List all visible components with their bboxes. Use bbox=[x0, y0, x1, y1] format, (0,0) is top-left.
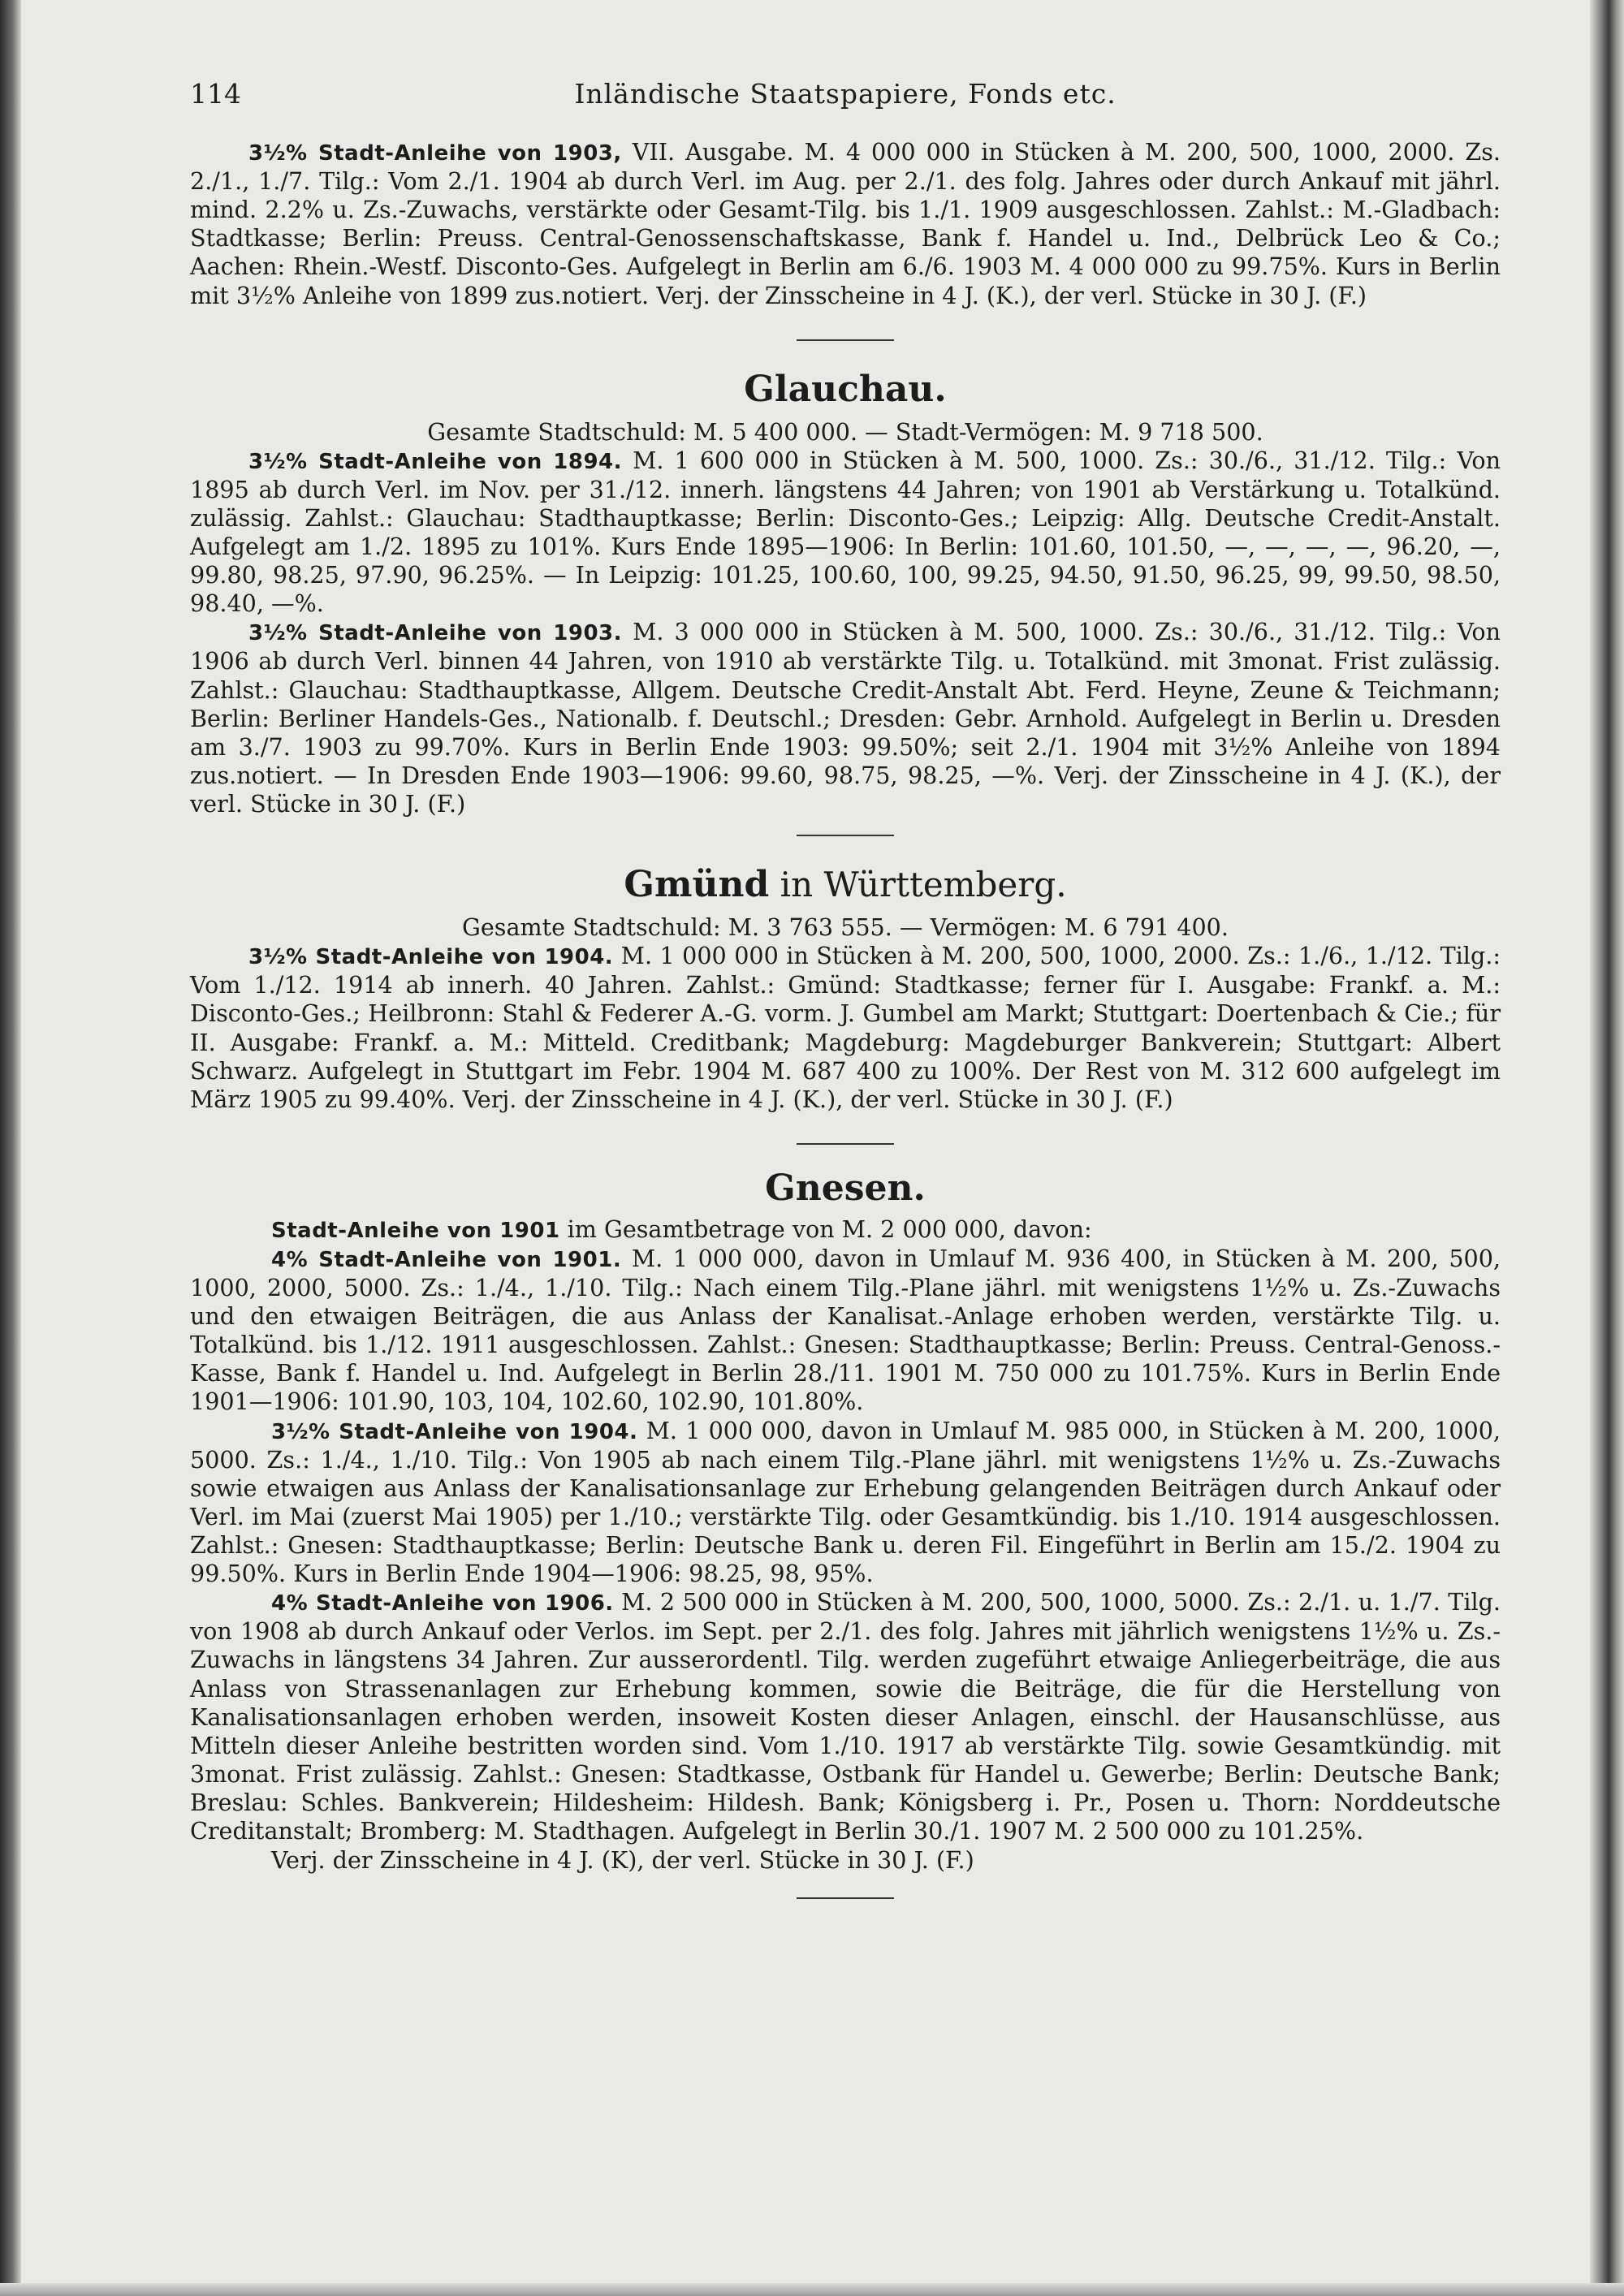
entry-text: M. 1 000 000, davon in Umlauf M. 985 000, in Stücken à M. 200, 1000, 5000. Zs.: 1./4., 1./10. Tilg.: Von 1905 ab nach einem Tilg.-Plane jährl. mit wenigstens 1½% u. Zs.-Zuwachs sowie etwaigen aus Anlass der Kanalisationsanlage zur Erhebung gelangenden Beiträgen durch Ankauf oder Verl. im Mai (zuerst Mai 1905) per 1./10.; verstärkte Tilg. oder Gesamtkündig. bis 1./10. 1914 ausgeschlossen. Zahlst.: Gnesen: Stadthauptkasse; Berlin: Deutsche Bank u. deren Fil. Eingeführt in Berlin am 15./2. 1904 zu 99.50%. Kurs in Berlin Ende 1904—1906: 98.25, 98, 95%. bbox=[190, 1416, 1501, 1588]
entry-text: M. 1 600 000 in Stücken à M. 500, 1000. Zs.: 30./6., 31./12. Tilg.: Von 1895 ab durch Verl. im Nov. per 31./12. innerh. längstens 44 Jahren; von 1901 ab Verstärkung u. Totalkünd. zulässig. Zahlst.: Glauchau: Stadthauptkasse; Berlin: Disconto-Ges.; Leipzig: Allg. Deutsche Credit-Anstalt. Aufgelegt am 1./2. 1895 zu 101%. Kurs Ende 1895—1906: In Berlin: 101.60, 101.50, —, —, —, —, 96.20, —, 99.80, 98.25, 97.90, 96.25%. — In Leipzig: 101.25, 100.60, 100, 99.25, 94.50, 91.50, 96.25, 99, 99.50, 98.50, 98.40, —%. bbox=[190, 446, 1501, 618]
closing-note: Verj. der Zinsscheine in 4 J. (K), der verl. Stücke in 30 J. (F.) bbox=[271, 1845, 974, 1874]
entry-text: M. 2 500 000 in Stücken à M. 200, 500, 1000, 5000. Zs.: 2./1. u. 1./7. Tilg. von 1908 ab durch Ankauf oder Verlos. im Sept. per 2./1. des folg. Jahres mit jährlich wenigstens 1½% u. Zs.-Zuwachs in längstens 34 Jahren. Zur ausserordentl. Tilg. werden zugeführt etwaige Anliegerbeiträge, die aus Anlass von Strassenanlagen zur Erhebung kommen, sowie die Beiträge, die für die Herstellung von Kanalisationsanlagen erhoben werden, insoweit Kosten dieser Anlagen, einschl. der Hausanschlüsse, aus Mitteln dieser Anleihe bestritten worden sind. Vom 1./10. 1917 ab verstärkte Tilg. sowie Gesamtkündig. mit 3monat. Frist zulässig. Zahlst.: Gnesen: Stadtkasse, Ostbank für Handel u. Gewerbe; Berlin: Deutsche Bank; Breslau: Schles. Bankverein; Hildesheim: Hildesh. Bank; Königsberg i. Pr., Posen u. Thorn: Norddeutsche Creditanstalt; Bromberg: M. Stadthagen. Aufgelegt in Berlin 30./1. 1907 M. 2 500 000 zu 101.25%. bbox=[190, 1588, 1501, 1845]
section-divider bbox=[797, 339, 894, 341]
entry-heading: 3½% Stadt-Anleihe von 1894. bbox=[248, 449, 623, 474]
section-title-glauchau: Glauchau. bbox=[744, 368, 947, 410]
entry-text: M. 1 000 000 in Stücken à M. 200, 500, 1000, 2000. Zs.: 1./6., 1./12. Tilg.: Vom 1./12. 1914 ab innerh. 40 Jahren. Zahlst.: Gmünd: Stadtkasse; ferner für I. Ausgabe: Frankf. a. M.: Disconto-Ges.; Heilbronn: Stahl & Federer A.-G. vorm. J. Gumbel am Markt; Stuttgart: Doertenbach & Cie.; für II. Ausgabe: Frankf. a. M.: Mitteld. Creditbank; Magdeburg: Magdeburger Bankverein; Stuttgart: Albert Schwarz. Aufgelegt in Stuttgart im Febr. 1904 M. 687 400 zu 100%. Der Rest von M. 312 600 aufgelegt im März 1905 zu 99.40%. Verj. der Zinsscheine in 4 J. (K.), der verl. Stücke in 30 J. (F.) bbox=[190, 942, 1501, 1113]
section-title-gnesen: Gnesen. bbox=[765, 1167, 926, 1210]
section-title-gmuend bbox=[190, 864, 1501, 907]
entry-text: VII. Ausgabe. M. 4 000 000 in Stücken à M. 200, 500, 1000, 2000. Zs. 2./1., 1./7. Tilg.: Vom 2./1. 1904 ab durch Verl. im Aug. per 2./1. des folg. Jahres oder durch Ankauf mit jährl. mind. 2.2% u. Zs.-Zuwachs, verstärkte oder Gesamt-Tilg. bis 1./1. 1909 ausgeschlossen. Zahlst.: M.-Gladbach: Stadtkasse; Berlin: Preuss. Central-Genossenschaftskasse, Bank f. Handel u. Ind., Delbrück Leo & Co.; Aachen: Rhein.-Westf. Disconto-Ges. Aufgelegt in Berlin am 6./6. 1903 M. 4 000 000 zu 99.75%. Kurs in Berlin mit 3½% Anleihe von 1899 zus.notiert. Verj. der Zinsscheine in 4 J. (K.), der verl. Stücke in 30 J. (F.) bbox=[190, 138, 1501, 309]
scan-edge-right bbox=[1590, 0, 1624, 2296]
section-divider bbox=[797, 835, 894, 836]
running-title: Inländische Staatspapiere, Fonds etc. bbox=[574, 78, 1116, 110]
entry-heading: 3½% Stadt-Anleihe von 1903. bbox=[248, 621, 623, 646]
section-title-main: Gmünd bbox=[624, 864, 770, 906]
page bbox=[190, 78, 1501, 1899]
bond-entry bbox=[190, 447, 1501, 619]
entry-heading: 3½% Stadt-Anleihe von 1904. bbox=[248, 945, 614, 970]
section-title-sub: in Württemberg. bbox=[769, 865, 1067, 905]
page-number: 114 bbox=[190, 78, 241, 110]
section-summary: Gesamte Stadtschuld: M. 3 763 555. — Vermögen: M. 6 791 400. bbox=[462, 913, 1229, 942]
bond-entry bbox=[190, 1588, 1501, 1845]
section-summary: Gesamte Stadtschuld: M. 5 400 000. — Stadt-Vermögen: M. 9 718 500. bbox=[427, 417, 1263, 446]
entry-heading: 4% Stadt-Anleihe von 1906. bbox=[271, 1591, 614, 1616]
page-header bbox=[190, 78, 1501, 127]
intro-entry bbox=[190, 138, 1501, 310]
entry-text: im Gesamtbetrage von M. 2 000 000, davon: bbox=[559, 1215, 1092, 1243]
entry-heading: 3½% Stadt-Anleihe von 1904. bbox=[271, 1419, 638, 1444]
entry-heading: Stadt-Anleihe von 1901 bbox=[271, 1218, 560, 1243]
bond-entry bbox=[190, 1417, 1501, 1589]
section-divider bbox=[797, 1897, 894, 1899]
bond-entry bbox=[190, 618, 1501, 818]
scan-edge-left bbox=[0, 0, 21, 2296]
entry-text: M. 3 000 000 in Stücken à M. 500, 1000. Zs.: 30./6., 31./12. Tilg.: Von 1906 ab durch Verl. binnen 44 Jahren, von 1910 ab verstärkte Tilg. u. Totalkünd. mit 3monat. Frist zulässig. Zahlst.: Glauchau: Stadthauptkasse, Allgem. Deutsche Credit-Anstalt Abt. Ferd. Heyne, Zeune & Teichmann; Berlin: Berliner Handels-Ges., Nationalb. f. Deutschl.; Dresden: Gebr. Arnhold. Aufgelegt in Berlin u. Dresden am 3./7. 1903 zu 99.70%. Kurs in Berlin Ende 1903: 99.50%; seit 2./1. 1904 mit 3½% Anleihe von 1894 zus.notiert. — In Dresden Ende 1903—1906: 99.60, 98.75, 98.25, —%. Verj. der Zinsscheine in 4 J. (K.), der verl. Stücke in 30 J. (F.) bbox=[190, 618, 1501, 818]
bond-entry bbox=[190, 1245, 1501, 1417]
section-divider bbox=[797, 1143, 894, 1145]
entry-text: M. 1 000 000, davon in Umlauf M. 936 400, in Stücken à M. 200, 500, 1000, 2000, 5000. Zs.: 1./4., 1./10. Tilg.: Nach einem Tilg.-Plane jährl. mit wenigstens 1½% u. Zs.-Zuwachs und den etwaigen Beiträgen, die aus Anlass der Kanalisat.-Anlage erhoben werden, verstärkte Tilg. u. Totalkünd. bis 1./12. 1911 ausgeschlossen. Zahlst.: Gnesen: Stadthauptkasse; Berlin: Preuss. Central-Genoss.-Kasse, Bank f. Handel u. Ind. Aufgelegt in Berlin 28./11. 1901 M. 750 000 zu 101.75%. Kurs in Berlin Ende 1901—1906: 101.90, 103, 104, 102.60, 102.90, 101.80%. bbox=[190, 1244, 1501, 1416]
entry-heading: 3½% Stadt-Anleihe von 1903, bbox=[248, 141, 622, 166]
bond-entry bbox=[190, 942, 1501, 1114]
bond-intro bbox=[190, 1215, 1501, 1245]
entry-heading: 4% Stadt-Anleihe von 1901. bbox=[271, 1247, 622, 1272]
scan-edge-bottom bbox=[0, 2283, 1624, 2296]
